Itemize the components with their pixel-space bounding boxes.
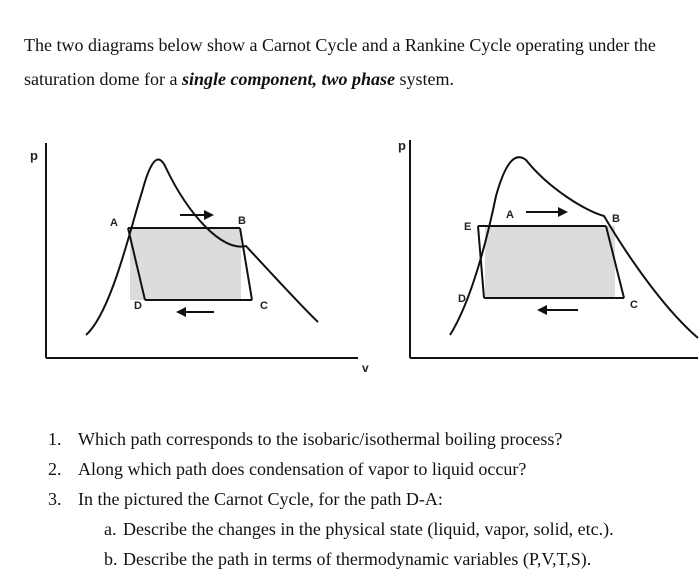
carnot-point-a: A — [110, 217, 118, 229]
carnot-point-c: C — [260, 300, 268, 312]
rankine-point-c: C — [630, 299, 638, 311]
subquestion-item — [48, 544, 696, 574]
subquestion-letter: a. — [104, 519, 117, 539]
question-text: Along which path does condensation of vapor to liquid occur? — [78, 459, 527, 479]
rankine-point-b: B — [612, 213, 620, 225]
question-item — [48, 424, 696, 454]
question-text: Which path corresponds to the isobaric/isothermal boiling process? — [78, 429, 563, 449]
question-number: 1. — [48, 429, 62, 449]
intro-emphasis: single component, two phase — [181, 69, 395, 89]
carnot-point-b: B — [238, 215, 246, 227]
rankine-p-label: p — [398, 138, 406, 153]
question-number: 2. — [48, 459, 62, 479]
subquestion-letter: b. — [104, 549, 118, 569]
intro-line-2-end: system. — [394, 69, 454, 89]
rankine-arrow-right — [526, 207, 568, 217]
carnot-v-label: v — [362, 361, 369, 375]
rankine-point-e: E — [464, 221, 472, 233]
question-number: 3. — [48, 489, 62, 509]
rankine-arrow-left — [537, 305, 578, 315]
intro-line-1: The two diagrams below show a Carnot Cycle and a Rankine Cycle operating under the — [24, 35, 656, 55]
rankine-path-de — [478, 226, 484, 298]
question-item — [48, 484, 696, 514]
carnot-point-d: D — [134, 300, 142, 312]
rankine-cycle-shading — [485, 226, 615, 298]
subquestion-text: Describe the path in terms of thermodynamic variables (P,V,T,S). — [123, 549, 592, 569]
rankine-point-d: D — [458, 293, 466, 305]
rankine-point-a: A — [506, 209, 514, 221]
carnot-p-label: p — [30, 148, 38, 163]
question-item — [48, 454, 696, 484]
subquestion-item — [48, 514, 696, 544]
subquestion-text: Describe the changes in the physical state (liquid, vapor, solid, etc.). — [123, 519, 614, 539]
question-text: In the pictured the Carnot Cycle, for the path D-A: — [78, 489, 443, 509]
intro-line-2-start: saturation dome for a — [24, 69, 182, 89]
question-list — [48, 424, 696, 574]
